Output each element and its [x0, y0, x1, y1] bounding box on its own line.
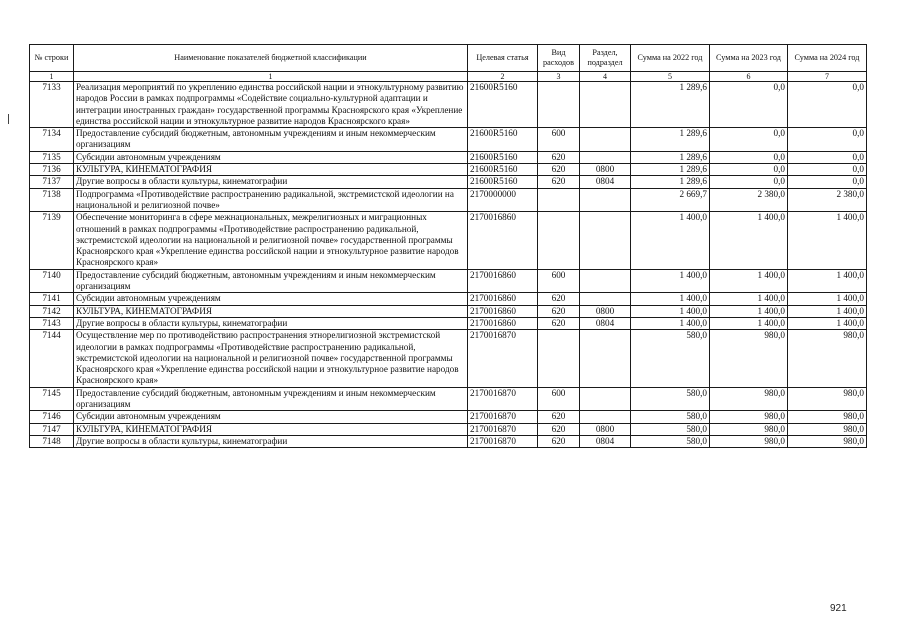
table-row — [30, 423, 867, 435]
sum-2023-cell: 1 400,0 — [710, 293, 788, 305]
section-cell — [580, 330, 631, 387]
indicator-name-cell: Другие вопросы в области культуры, кинематографии — [74, 435, 468, 447]
target-article-cell: 2170016870 — [468, 330, 538, 387]
sum-2023-cell: 980,0 — [710, 387, 788, 411]
target-article-cell: 2170016860 — [468, 305, 538, 317]
indicator-name-cell: Субсидии автономным учреждениям — [74, 151, 468, 163]
section-cell — [580, 411, 631, 423]
table-body — [30, 82, 867, 448]
header-indicator-name: Наименование показателей бюджетной классификации — [74, 45, 468, 72]
sum-2024-cell: 0,0 — [788, 176, 867, 188]
table-row — [30, 305, 867, 317]
indicator-name-cell: Подпрограмма «Противодействие распространению радикальной, экстремистской идеологии на национальной и религиозной почве» — [74, 188, 468, 212]
section-cell — [580, 82, 631, 128]
header-sum-2024: Сумма на 2024 год — [788, 45, 867, 72]
indicator-name-cell: Реализация мероприятий по укреплению единства российской нации и этнокультурному развитию народов России в рамках подпрограммы «Содействие социально-культурной адаптации и интеграции иностранных граждан» государственной программы Красноярского края «Укрепление единства российской нации и этнокультурное развитие народов Красноярского края» — [74, 82, 468, 128]
sum-2024-cell: 980,0 — [788, 330, 867, 387]
section-cell — [580, 269, 631, 293]
target-article-cell: 2170016860 — [468, 212, 538, 269]
target-article-cell: 2170016860 — [468, 317, 538, 329]
margin-tick-mark — [8, 114, 9, 124]
expense-type-cell: 600 — [538, 269, 580, 293]
header-row-number: № строки — [30, 45, 74, 72]
expense-type-cell: 620 — [538, 293, 580, 305]
target-article-cell: 21600R5160 — [468, 151, 538, 163]
row-number-cell: 7140 — [30, 269, 74, 293]
sum-2023-cell: 980,0 — [710, 411, 788, 423]
sum-2023-cell: 1 400,0 — [710, 305, 788, 317]
row-number-cell: 7148 — [30, 435, 74, 447]
sum-2024-cell: 980,0 — [788, 423, 867, 435]
indicator-name-cell: Субсидии автономным учреждениям — [74, 293, 468, 305]
table-row — [30, 188, 867, 212]
section-cell — [580, 387, 631, 411]
sum-2023-cell: 0,0 — [710, 164, 788, 176]
column-number: 6 — [710, 72, 788, 82]
header-sum-2023: Сумма на 2023 год — [710, 45, 788, 72]
sum-2022-cell: 580,0 — [631, 411, 710, 423]
row-number-cell: 7137 — [30, 176, 74, 188]
expense-type-cell: 620 — [538, 411, 580, 423]
expense-type-cell: 620 — [538, 164, 580, 176]
row-number-cell: 7139 — [30, 212, 74, 269]
row-number-cell: 7144 — [30, 330, 74, 387]
sum-2022-cell: 1 400,0 — [631, 293, 710, 305]
expense-type-cell: 600 — [538, 128, 580, 152]
sum-2023-cell: 1 400,0 — [710, 317, 788, 329]
row-number-cell: 7142 — [30, 305, 74, 317]
indicator-name-cell: Другие вопросы в области культуры, кинематографии — [74, 317, 468, 329]
header-sum-2022: Сумма на 2022 год — [631, 45, 710, 72]
section-cell — [580, 212, 631, 269]
sum-2022-cell: 580,0 — [631, 387, 710, 411]
sum-2024-cell: 0,0 — [788, 164, 867, 176]
indicator-name-cell: Обеспечение мониторинга в сфере межнациональных, межрелигиозных и миграционных отношений в рамках подпрограммы «Противодействие распространению радикальной, экстремистской идеологии на национальной и религиозной почве» государственной программы Красноярского края «Укрепление единства российской нации и этнокультурное развитие народов Красноярского края» — [74, 212, 468, 269]
row-number-cell: 7141 — [30, 293, 74, 305]
sum-2022-cell: 1 289,6 — [631, 176, 710, 188]
section-cell: 0804 — [580, 435, 631, 447]
section-cell: 0804 — [580, 317, 631, 329]
row-number-cell: 7136 — [30, 164, 74, 176]
row-number-cell: 7147 — [30, 423, 74, 435]
indicator-name-cell: Субсидии автономным учреждениям — [74, 411, 468, 423]
section-cell: 0804 — [580, 176, 631, 188]
table-row — [30, 411, 867, 423]
sum-2022-cell: 580,0 — [631, 435, 710, 447]
target-article-cell: 2170016860 — [468, 293, 538, 305]
target-article-cell: 21600R5160 — [468, 176, 538, 188]
table-row — [30, 293, 867, 305]
expense-type-cell — [538, 188, 580, 212]
sum-2022-cell: 1 289,6 — [631, 128, 710, 152]
sum-2023-cell: 0,0 — [710, 128, 788, 152]
sum-2022-cell: 2 669,7 — [631, 188, 710, 212]
sum-2024-cell: 1 400,0 — [788, 212, 867, 269]
column-number: 3 — [538, 72, 580, 82]
sum-2022-cell: 580,0 — [631, 423, 710, 435]
sum-2024-cell: 1 400,0 — [788, 305, 867, 317]
table-row — [30, 128, 867, 152]
section-cell: 0800 — [580, 423, 631, 435]
header-target-article: Целевая статья — [468, 45, 538, 72]
sum-2022-cell: 1 400,0 — [631, 212, 710, 269]
sum-2022-cell: 1 400,0 — [631, 269, 710, 293]
row-number-cell: 7138 — [30, 188, 74, 212]
sum-2023-cell: 0,0 — [710, 82, 788, 128]
target-article-cell: 2170016860 — [468, 269, 538, 293]
target-article-cell: 21600R5160 — [468, 128, 538, 152]
indicator-name-cell: Предоставление субсидий бюджетным, автономным учреждениям и иным некоммерческим организациям — [74, 269, 468, 293]
indicator-name-cell: Другие вопросы в области культуры, кинематографии — [74, 176, 468, 188]
expense-type-cell: 620 — [538, 151, 580, 163]
indicator-name-cell: Предоставление субсидий бюджетным, автономным учреждениям и иным некоммерческим организациям — [74, 128, 468, 152]
table-row — [30, 164, 867, 176]
section-cell — [580, 128, 631, 152]
column-number: 1 — [74, 72, 468, 82]
expense-type-cell — [538, 212, 580, 269]
sum-2023-cell: 980,0 — [710, 435, 788, 447]
sum-2023-cell: 980,0 — [710, 330, 788, 387]
sum-2024-cell: 0,0 — [788, 128, 867, 152]
sum-2023-cell: 1 400,0 — [710, 212, 788, 269]
expense-type-cell — [538, 82, 580, 128]
sum-2022-cell: 1 289,6 — [631, 151, 710, 163]
sum-2024-cell: 2 380,0 — [788, 188, 867, 212]
table-row — [30, 435, 867, 447]
sum-2023-cell: 0,0 — [710, 176, 788, 188]
sum-2024-cell: 1 400,0 — [788, 293, 867, 305]
row-number-cell: 7146 — [30, 411, 74, 423]
sum-2024-cell: 0,0 — [788, 151, 867, 163]
column-number: 4 — [580, 72, 631, 82]
header-section: Раздел, подраздел — [580, 45, 631, 72]
indicator-name-cell: Осуществление мер по противодействию распространения этнорелигиозной экстремистской идеологии в рамках подпрограммы «Противодействие распространению радикальной, экстремистской идеологии на национальной и религиозной почве» государственной программы Красноярского края «Укрепление единства российской нации и этнокультурное развитие народов Красноярского края» — [74, 330, 468, 387]
indicator-name-cell: КУЛЬТУРА, КИНЕМАТОГРАФИЯ — [74, 305, 468, 317]
target-article-cell: 21600R5160 — [468, 164, 538, 176]
section-cell — [580, 293, 631, 305]
column-number: 2 — [468, 72, 538, 82]
expense-type-cell — [538, 330, 580, 387]
row-number-cell: 7134 — [30, 128, 74, 152]
indicator-name-cell: КУЛЬТУРА, КИНЕМАТОГРАФИЯ — [74, 164, 468, 176]
table-row — [30, 212, 867, 269]
column-number: 5 — [631, 72, 710, 82]
sum-2022-cell: 1 400,0 — [631, 317, 710, 329]
expense-type-cell: 620 — [538, 317, 580, 329]
target-article-cell: 2170016870 — [468, 411, 538, 423]
budget-table — [29, 44, 867, 448]
table-header — [30, 45, 867, 82]
sum-2024-cell: 980,0 — [788, 435, 867, 447]
expense-type-cell: 620 — [538, 423, 580, 435]
row-number-cell: 7133 — [30, 82, 74, 128]
indicator-name-cell: Предоставление субсидий бюджетным, автономным учреждениям и иным некоммерческим организациям — [74, 387, 468, 411]
table-row — [30, 330, 867, 387]
target-article-cell: 2170016870 — [468, 423, 538, 435]
column-number: 1 — [30, 72, 74, 82]
expense-type-cell: 620 — [538, 435, 580, 447]
expense-type-cell: 620 — [538, 305, 580, 317]
sum-2023-cell: 1 400,0 — [710, 269, 788, 293]
expense-type-cell: 620 — [538, 176, 580, 188]
sum-2022-cell: 1 289,6 — [631, 82, 710, 128]
target-article-cell: 21600R5160 — [468, 82, 538, 128]
row-number-cell: 7135 — [30, 151, 74, 163]
sum-2022-cell: 1 289,6 — [631, 164, 710, 176]
sum-2024-cell: 980,0 — [788, 411, 867, 423]
table-row — [30, 387, 867, 411]
section-cell: 0800 — [580, 164, 631, 176]
sum-2024-cell: 0,0 — [788, 82, 867, 128]
sum-2024-cell: 1 400,0 — [788, 269, 867, 293]
table-row — [30, 317, 867, 329]
row-number-cell: 7145 — [30, 387, 74, 411]
target-article-cell: 2170016870 — [468, 435, 538, 447]
table-row — [30, 82, 867, 128]
section-cell — [580, 151, 631, 163]
page-number: 921 — [830, 603, 847, 614]
table-row — [30, 151, 867, 163]
table-row — [30, 269, 867, 293]
column-number: 7 — [788, 72, 867, 82]
sum-2024-cell: 980,0 — [788, 387, 867, 411]
section-cell: 0800 — [580, 305, 631, 317]
target-article-cell: 2170016870 — [468, 387, 538, 411]
sum-2024-cell: 1 400,0 — [788, 317, 867, 329]
expense-type-cell: 600 — [538, 387, 580, 411]
sum-2022-cell: 580,0 — [631, 330, 710, 387]
sum-2023-cell: 980,0 — [710, 423, 788, 435]
table-row — [30, 176, 867, 188]
indicator-name-cell: КУЛЬТУРА, КИНЕМАТОГРАФИЯ — [74, 423, 468, 435]
sum-2022-cell: 1 400,0 — [631, 305, 710, 317]
row-number-cell: 7143 — [30, 317, 74, 329]
sum-2023-cell: 0,0 — [710, 151, 788, 163]
target-article-cell: 2170000000 — [468, 188, 538, 212]
sum-2023-cell: 2 380,0 — [710, 188, 788, 212]
header-expense-type: Вид расходов — [538, 45, 580, 72]
section-cell — [580, 188, 631, 212]
